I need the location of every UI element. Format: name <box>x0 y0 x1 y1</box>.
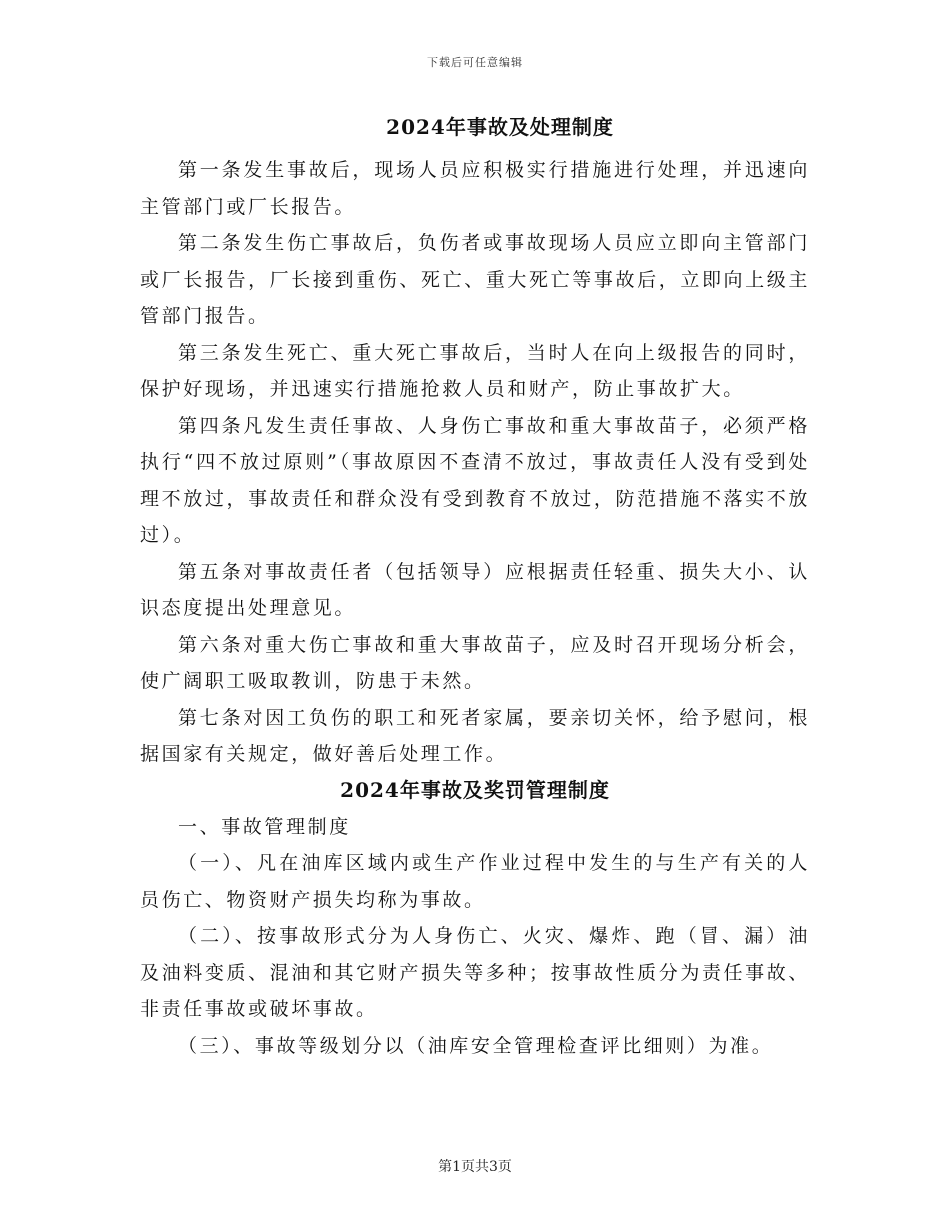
section1-title: 2024年事故及处理制度 <box>386 115 614 139</box>
section2-title: 2024年事故及奖罚管理制度 <box>340 777 610 802</box>
document-body <box>140 112 810 1064</box>
section1-paragraph-6: 第六条对重大伤亡事故和重大事故苗子，应及时召开现场分析会，使广阔职工吸取教训，防患于未然。 <box>140 633 810 692</box>
page-footer-page-info: 第1页共3页 <box>438 1159 512 1175</box>
section1-paragraph-2: 第二条发生伤亡事故后，负伤者或事故现场人员应立即向主管部门或厂长报告，厂长接到重伤、死亡、重大死亡等事故后，立即向上级主管部门报告。 <box>140 232 810 327</box>
section1-paragraph-1: 第一条发生事故后，现场人员应积极实行措施进行处理，并迅速向主管部门或厂长报告。 <box>140 159 810 218</box>
section2-paragraph-1: 一、事故管理制度 <box>178 815 351 838</box>
section1-paragraph-4: 第四条凡发生责任事故、人身伤亡事故和重大事故苗子，必须严格执行“四不放过原则”（事故原因不查清不放过，事故责任人没有受到处理不放过，事故责任和群众没有受到教育不放过，防范措施不落实不放过）。 <box>140 414 810 546</box>
section2-paragraph-4: （三）、事故等级划分以（油库安全管理检查评比细则）为准。 <box>178 1034 774 1057</box>
section1-paragraph-3: 第三条发生死亡、重大死亡事故后，当时人在向上级报告的同时，保护好现场，并迅速实行措施抢救人员和财产，防止事故扩大。 <box>140 341 810 400</box>
section2-paragraph-2: （一）、凡在油库区域内或生产作业过程中发生的与生产有关的人员伤亡、物资财产损失均称为事故。 <box>140 852 810 911</box>
section2-paragraph-3: （二）、按事故形式分为人身伤亡、火灾、爆炸、跑（冒、漏）油及油料变质、混油和其它财产损失等多种；按事故性质分为责任事故、非责任事故或破坏事故。 <box>140 925 810 1020</box>
page-header-note: 下载后可任意编辑 <box>427 56 523 69</box>
section1-paragraph-7: 第七条对因工负伤的职工和死者家属，要亲切关怀，给予慰问，根据国家有关规定，做好善后处理工作。 <box>140 706 810 765</box>
section1-paragraph-5: 第五条对事故责任者（包括领导）应根据责任轻重、损失大小、认识态度提出处理意见。 <box>140 560 810 619</box>
